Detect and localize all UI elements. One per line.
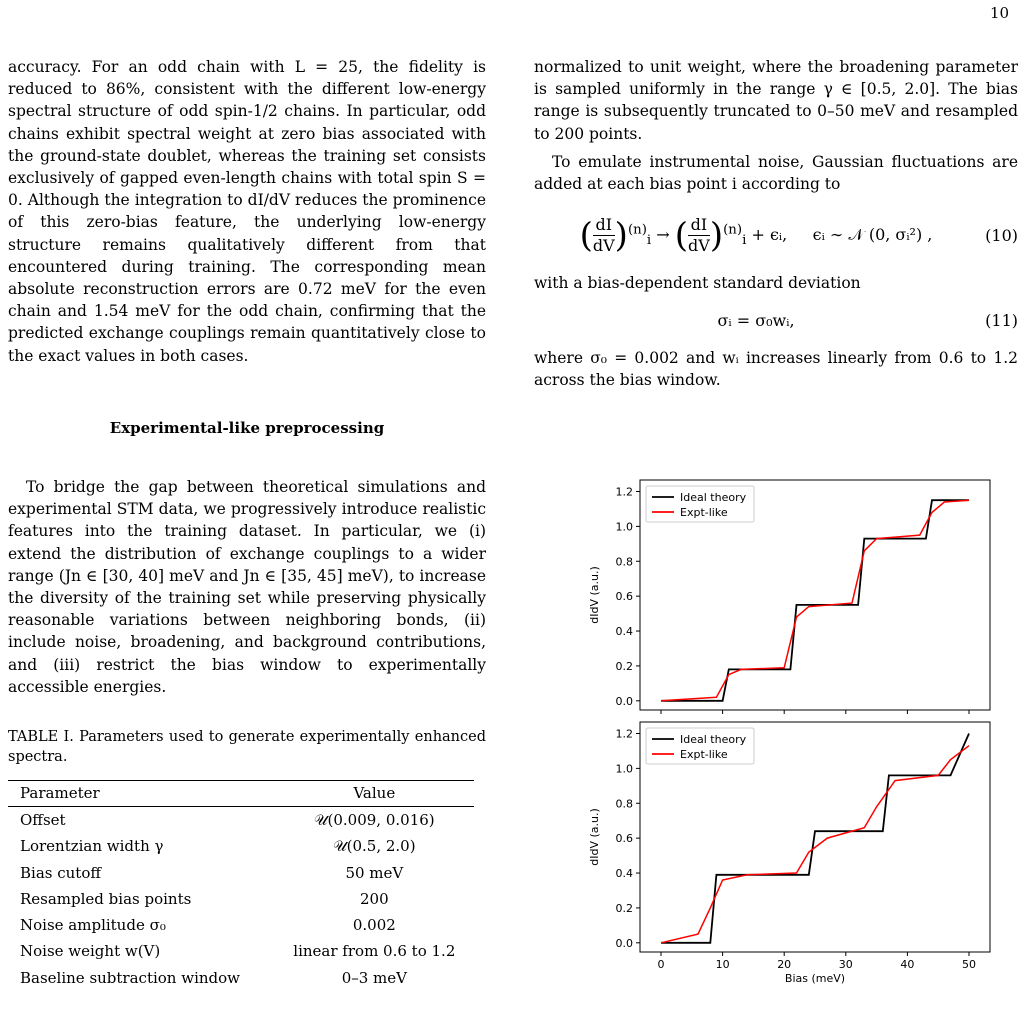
table-row: [8, 886, 474, 912]
chart-panel: [588, 722, 990, 985]
y-tick-label: 1.0: [615, 762, 633, 776]
fraction-numerator: dI: [593, 215, 615, 236]
table-row: [8, 912, 474, 938]
x-tick-label: 50: [962, 958, 976, 971]
table-header: Parameter: [8, 781, 273, 807]
y-tick-label: 0.4: [615, 867, 633, 881]
equation-number: (11): [985, 311, 1018, 331]
section-heading: Experimental-like preprocessing: [109, 418, 385, 437]
fraction-denominator: dV: [592, 236, 615, 256]
paragraph: normalized to unit weight, where the broadening parameter is sampled uniformly in the range γ ∈ [0.5, 2.0]. The bias range is subsequently truncated to 0–50 meV and resampled to 200 points.: [534, 58, 1018, 143]
paragraph: where σ₀ = 0.002 and wᵢ increases linearly from 0.6 to 1.2 across the bias window.: [534, 348, 1018, 389]
paragraph: accuracy. For an odd chain with L = 25, the fidelity is reduced to 86%, consistent with the different low-energy spectral structure of odd spin-1/2 chains. In particular, odd chains exhibit spectral weight at zero bias associated with the ground-state doublet, whereas the training set consists exclusively of gapped even-length chains with total spin S = 0. Although the integration to dI/dV reduces the prominence of this zero-bias feature, the underlying low-energy structure remains qualitatively different from that encountered during training. The corresponding mean absolute reconstruction errors are 0.72 meV for the even chain and 1.54 meV for the odd chain, confirming that the predicted exchange couplings remain quantitatively close to the exact values in both cases.: [8, 58, 486, 365]
table-row: [8, 833, 474, 859]
y-tick-label: 0.2: [615, 659, 633, 673]
table-caption: TABLE I. Parameters used to generate experimentally enhanced spectra.: [8, 729, 486, 766]
series-line: [661, 500, 969, 701]
table-row: [8, 860, 474, 886]
table-cell: 0.002: [352, 916, 396, 935]
table-cell: Offset: [20, 811, 66, 830]
table-cell: 𝒰(0.5, 2.0): [333, 837, 416, 856]
y-tick-label: 0.6: [615, 590, 633, 604]
table-cell: linear from 0.6 to 1.2: [293, 942, 456, 961]
x-tick-label: 30: [838, 958, 853, 971]
equation-10: [534, 215, 1018, 256]
x-axis-label: Bias (meV): [784, 972, 846, 985]
table-header-row: [8, 781, 474, 807]
equation-11: [534, 310, 1018, 332]
table-row: [8, 807, 474, 834]
y-tick-label: 1.0: [615, 520, 633, 534]
y-tick-label: 0.8: [615, 797, 633, 811]
y-axis-label: dIdV (a.u.): [588, 566, 601, 624]
spectra-figure: [560, 470, 1020, 1000]
paragraph: To emulate instrumental noise, Gaussian fluctuations are added at each bias point i according to: [534, 152, 1018, 194]
table-row: [8, 938, 474, 964]
x-tick-label: 20: [777, 958, 792, 971]
left-column: [8, 56, 486, 991]
table-cell: Noise amplitude σ₀: [20, 916, 166, 935]
superscript: (n): [627, 222, 647, 238]
y-tick-label: 1.2: [615, 485, 633, 499]
table-cell: 0–3 meV: [341, 968, 407, 987]
legend-label: Expt-like: [680, 748, 728, 761]
y-tick-label: 0.6: [615, 832, 633, 846]
y-tick-label: 0.0: [615, 936, 633, 950]
subscript: i: [646, 233, 652, 249]
equation-term: + ϵᵢ,: [751, 225, 788, 245]
series-line: [661, 734, 969, 943]
table-cell: Lorentzian width γ: [20, 837, 164, 856]
y-tick-label: 0.8: [615, 555, 633, 569]
table-header: Value: [273, 781, 474, 807]
arrow: →: [656, 225, 670, 245]
legend-label: Ideal theory: [680, 491, 747, 504]
y-tick-label: 0.4: [615, 625, 633, 639]
fraction-denominator: dV: [688, 236, 710, 256]
table-cell: Bias cutoff: [20, 863, 102, 882]
x-tick-label: 0: [657, 958, 665, 971]
page-number: 10: [990, 4, 1010, 22]
table-cell: 𝒰(0.009, 0.016): [314, 811, 435, 830]
equation-body: ( $\frac{dI}{dV}$ )$^{(n)}_i$ → ( $\frac{dI}{dV}$ )$^{(n)}_i$ + ϵᵢ, ϵᵢ ∼ 𝒩 (0, σᵢ²) ,: [579, 215, 933, 256]
figure: [560, 470, 1020, 1010]
legend-label: Expt-like: [680, 506, 728, 519]
table-cell: Resampled bias points: [20, 889, 192, 908]
equation-term: ϵᵢ ∼ 𝒩 (0, σᵢ²) ,: [812, 225, 933, 245]
paragraph: with a bias-dependent standard deviation: [534, 274, 861, 293]
parameters-table: [8, 780, 474, 991]
table-cell: 200: [360, 889, 389, 908]
table-cell: 50 meV: [345, 863, 404, 882]
y-tick-label: 0.0: [615, 694, 633, 708]
x-tick-label: 10: [715, 958, 730, 971]
equation-number: (10): [985, 225, 1018, 245]
table-row: [8, 965, 474, 991]
y-tick-label: 0.2: [615, 901, 633, 915]
paragraph: To bridge the gap between theoretical simulations and experimental STM data, we progressively introduce realistic features into the training dataset. In particular, we (i) extend the distribution of exchange couplings to a wider range (Jn ∈ [30, 40] meV and Jn ∈ [35, 45] meV), to increase the diversity of the training set while preserving physically reasonable variations between neighboring bonds, (ii) include noise, broadening, and background contributions, and (iii) restrict the bias window to experimentally accessible energies.: [8, 478, 486, 696]
table-cell: Noise weight w(V): [20, 942, 161, 961]
equation-body: σᵢ = σ₀wᵢ,: [717, 311, 795, 331]
superscript: (n): [723, 222, 743, 238]
y-tick-label: 1.2: [615, 727, 633, 741]
fraction-numerator: dI: [688, 215, 710, 236]
y-axis-label: dIdV (a.u.): [588, 808, 601, 866]
right-column: [534, 56, 1018, 391]
subscript: i: [742, 233, 747, 249]
chart-panel: [588, 480, 990, 714]
x-tick-label: 40: [900, 958, 915, 971]
legend-label: Ideal theory: [680, 733, 747, 746]
table-cell: Baseline subtraction window: [20, 968, 240, 987]
